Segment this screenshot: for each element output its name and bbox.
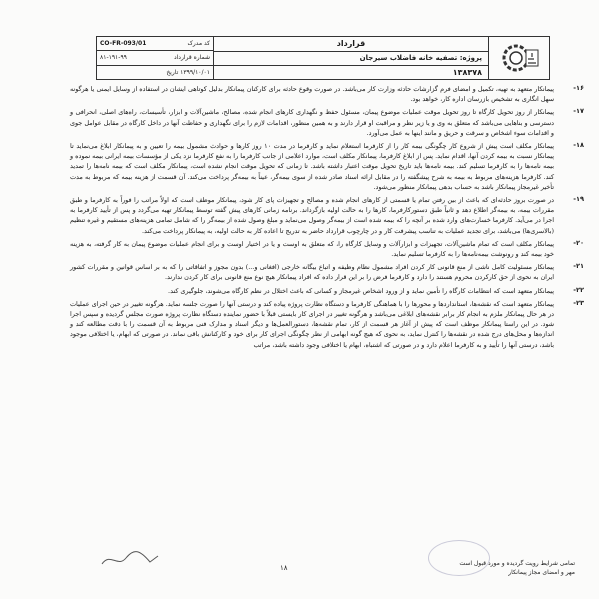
doc-code-label: کد مدرک	[187, 40, 210, 48]
project-label: پروژه:	[459, 54, 482, 62]
clause-19	[70, 195, 584, 236]
contract-number: ۱۳۸۳۷۸	[452, 68, 482, 77]
document-header	[96, 36, 550, 80]
company-logo	[488, 37, 549, 79]
contract-title: قرارداد	[214, 37, 488, 52]
header-center	[214, 37, 488, 79]
doc-code: CO-FR-093/01	[100, 40, 147, 48]
clause-number: -۱۶	[573, 84, 584, 92]
clause-number: -۲۱	[573, 262, 584, 271]
clause-number: -۲۳	[573, 298, 584, 307]
acceptance-line: تمامی شرایط رویت گردیده و مورد قبول است	[459, 560, 575, 567]
document-meta	[97, 37, 214, 79]
clause-text: پیمانکار متعهد است که نقشه‌ها، استانداردها و محورها را با هماهنگی کارفرما و دستگاه نظارت پروژه پیاده کند و درستی آنها را صورت جلسه نماید. هرگونه تغییر در حین اجرای عملیات در هر حال پیمانکار ملزم به انجام کار برابر نقشه‌های ابلاغی می‌باشد و هرگونه تغییر در اجرای کار بایستی قبلاً با حضور نماینده دستگاه نظارت پروژه صورت مجلس گردیده و سپس اجرا شود. در این راستا پیمانکار موظف است که پیش از آغاز هر قسمت از کار، تمام نقشه‌ها، دستورالعمل‌ها و دیگر اسناد و مدارک فنی مربوط به آن قسمت را با دقت مطالعه کند و اندازه‌ها و محل‌های درج شده در نقشه‌ها را کنترل نماید، به نحوی که هیچ گونه ابهامی از نظر چگونگی اجرای کار برای خود و کارکنانش باقی نماند. در صورتی که ابهام، یا اختلافی موجود باشد، درستی آنها را تأیید و به کارفرما اعلام دارد و در صورتی که اشتباه، ابهام یا اختلافی وجود داشته باشد، مراتب	[70, 299, 554, 349]
clause-number: -۱۸	[573, 141, 584, 150]
clause-number: -۱۹	[573, 195, 584, 204]
project-name: تصفیه خانه فاضلاب سیرجان	[359, 54, 458, 62]
clause-text: پیمانکار مکلف است پیش از شروع کار چگونگی بیمه کار را از کارفرما استعلام نماید و کارفرما در مدت ۱۰ روز کارها و حوادث مشمول بیمه را تعیین و به پیمانکار ابلاغ می‌نماید تا پیمانکار نسبت به بیمه کردن آنها، اقدام نماید. پس از ابلاغ کارفرما، پیمانکار مکلف است، موارد اعلامی از جانب کارفرما را به نفع کارفرما نزد یکی از مؤسسات بیمه ایرانی بیمه نموده و بیمه نامه‌ها را به کارفرما تسلیم کند. بیمه نامه‌ها باید تاریخ تحویل موقت اعتبار داشته باشد. تا زمانی که تحویل موقت انجام نشده است، پیمانکار مکلف است که بیمه نامه‌ها را تمدید کند. کارفرما هزینه‌های مربوط به بیمه به شرح پیشگفته را در مقابل ارائه اسناد صادر شده از سوی بیمه‌گر، عیناً به بیمه‌گر پرداخت می‌کند. آن قسمت از هزینه بیمه که مربوط به مدت تأخیر غیرمجاز پیمانکار باشد به حساب بدهی پیمانکار منظور می‌شود.	[70, 142, 555, 191]
clause-number: -۱۷	[573, 107, 584, 116]
clause-text: پیمانکار متعهد به تهیه، تکمیل و امضای فرم گزارشات حادثه وزارت کار می‌باشد. در صورت وقوع حادثه برای کارکنان پیمانکار بدلیل کوتاهی ایشان در استفاده از وسایل ایمنی یا هرگونه سهل انگاری به تشخیص بازرسان اداره کار، خواهد بود.	[70, 85, 554, 104]
doc-code-row	[97, 37, 213, 51]
gear-logo-icon	[496, 41, 542, 75]
clause-21	[70, 262, 584, 282]
clause-23	[70, 298, 584, 350]
signature-line: مهر و امضای مجاز پیمانکار	[508, 569, 575, 576]
clause-text: پیمانکار مکلف است که تمام ماشین‌آلات، تجهیزات و ابزارآلات و وسایل کارگاه را، که متعلق به اوست و یا در اختیار اوست و برای انجام عملیات موضوع پیمان به کار گرفته، به هزینه خود بیمه کند و رونوشت بیمه‌نامه‌ها را به کارفرما تسلیم نماید.	[70, 239, 554, 259]
clause-text: پیمانکار مسئولیت کامل ناشی از منع قانونی کار کردن افراد مشمول نظام وظیفه و اتباع بیگانه خارجی (افغانی و...) بدون مجوز و اتفاقاتی را که به بر اساس قوانین و مقررات کشور ایران به نحوی از حق کارکردن محروم هستند را دارد و کارفرما فرض را بر این قرار داده که افراد پیمانکار هیچ نوع منع قانونی برای کار کردن ندارند.	[70, 263, 554, 282]
date-row	[97, 66, 213, 79]
contract-date: ۱۳۹۹/۱۰/۰۱ تاریخ	[166, 68, 210, 76]
clause-18	[70, 141, 584, 192]
contract-no: ۸۱-۱۹۱-۹۹	[100, 54, 127, 62]
clause-text: در صورت بروز حادثه‌ای که باعث از بین رفتن تمام یا قسمتی از کارهای انجام شده و مصالح و تجهیزات پای کار شود، پیمانکار موظف است که اولاً مراتب را فوراً به کارفرما و طبق مقررات بیمه، به بیمه‌گر اطلاع دهد و ثانیاً طبق دستورکارفرما، کارها را به حالت اولیه بازگرداند. برنامه زمانی کارهای پیش گفته توسط پیمانکار تهیه می‌گردد و پس از تأیید کارفرما به اجرا در می‌آید. کارفرما خسارت‌های وارد شده بر آنچه را که بیمه شده است از بیمه‌گر وصول می‌نماید و مبلغ وصول شده از بیمه‌گر را که شامل تمامی هزینه‌های مستقیم و غیره تنظیم (بالاسری‌ها) می‌باشد، برای تجدید عملیات به تناسب پیشرفت کار و در چارچوب قرارداد حاضر به تدریج تا اعاده کار به حالت اولیه، به پیمانکار پرداخت می‌کند.	[70, 196, 554, 235]
clause-text: پیمانکار از روز تحویل کارگاه تا روز تحویل موقت عملیات موضوع پیمان، مسئول حفظ و نگهداری کارهای انجام شده، مصالح، ماشین‌آلات و ابزار، تأسیسات، راه‌های اصلی، انحرافی و دسترسی و بناهایی می‌باشد که متعلق به وی و یا زیر نظر و مراقبت او قرار دارند و به همین منظور، اقدامات لازم را برای نگهداری و حفاظت آنها در داخل کارگاه در مقابل عوامل جوی و اقدامات سوء اشخاص و سرقت و حریق و مانند اینها به عمل می‌آورد.	[70, 108, 554, 137]
clause-16	[70, 84, 584, 104]
acceptance-footer	[355, 559, 575, 577]
contract-no-label: شماره قرارداد	[173, 54, 210, 62]
clause-17	[70, 107, 584, 138]
clause-20	[70, 238, 584, 259]
signature-icon	[100, 548, 160, 570]
clause-text: پیمانکار متعهد است که انتظامات کارگاه را تأمین نماید و از ورود اشخاص غیرمجاز و کسانی که باعث اختلال در نظم کارگاه می‌شوند، جلوگیری کند.	[168, 286, 554, 295]
project-row	[214, 52, 488, 66]
contract-body	[70, 84, 584, 353]
clause-number: -۲۲	[573, 285, 584, 294]
page-number: ۱۸	[280, 564, 288, 572]
clause-22	[70, 285, 584, 296]
contract-no-row	[97, 51, 213, 65]
clause-number: -۲۰	[573, 238, 584, 247]
